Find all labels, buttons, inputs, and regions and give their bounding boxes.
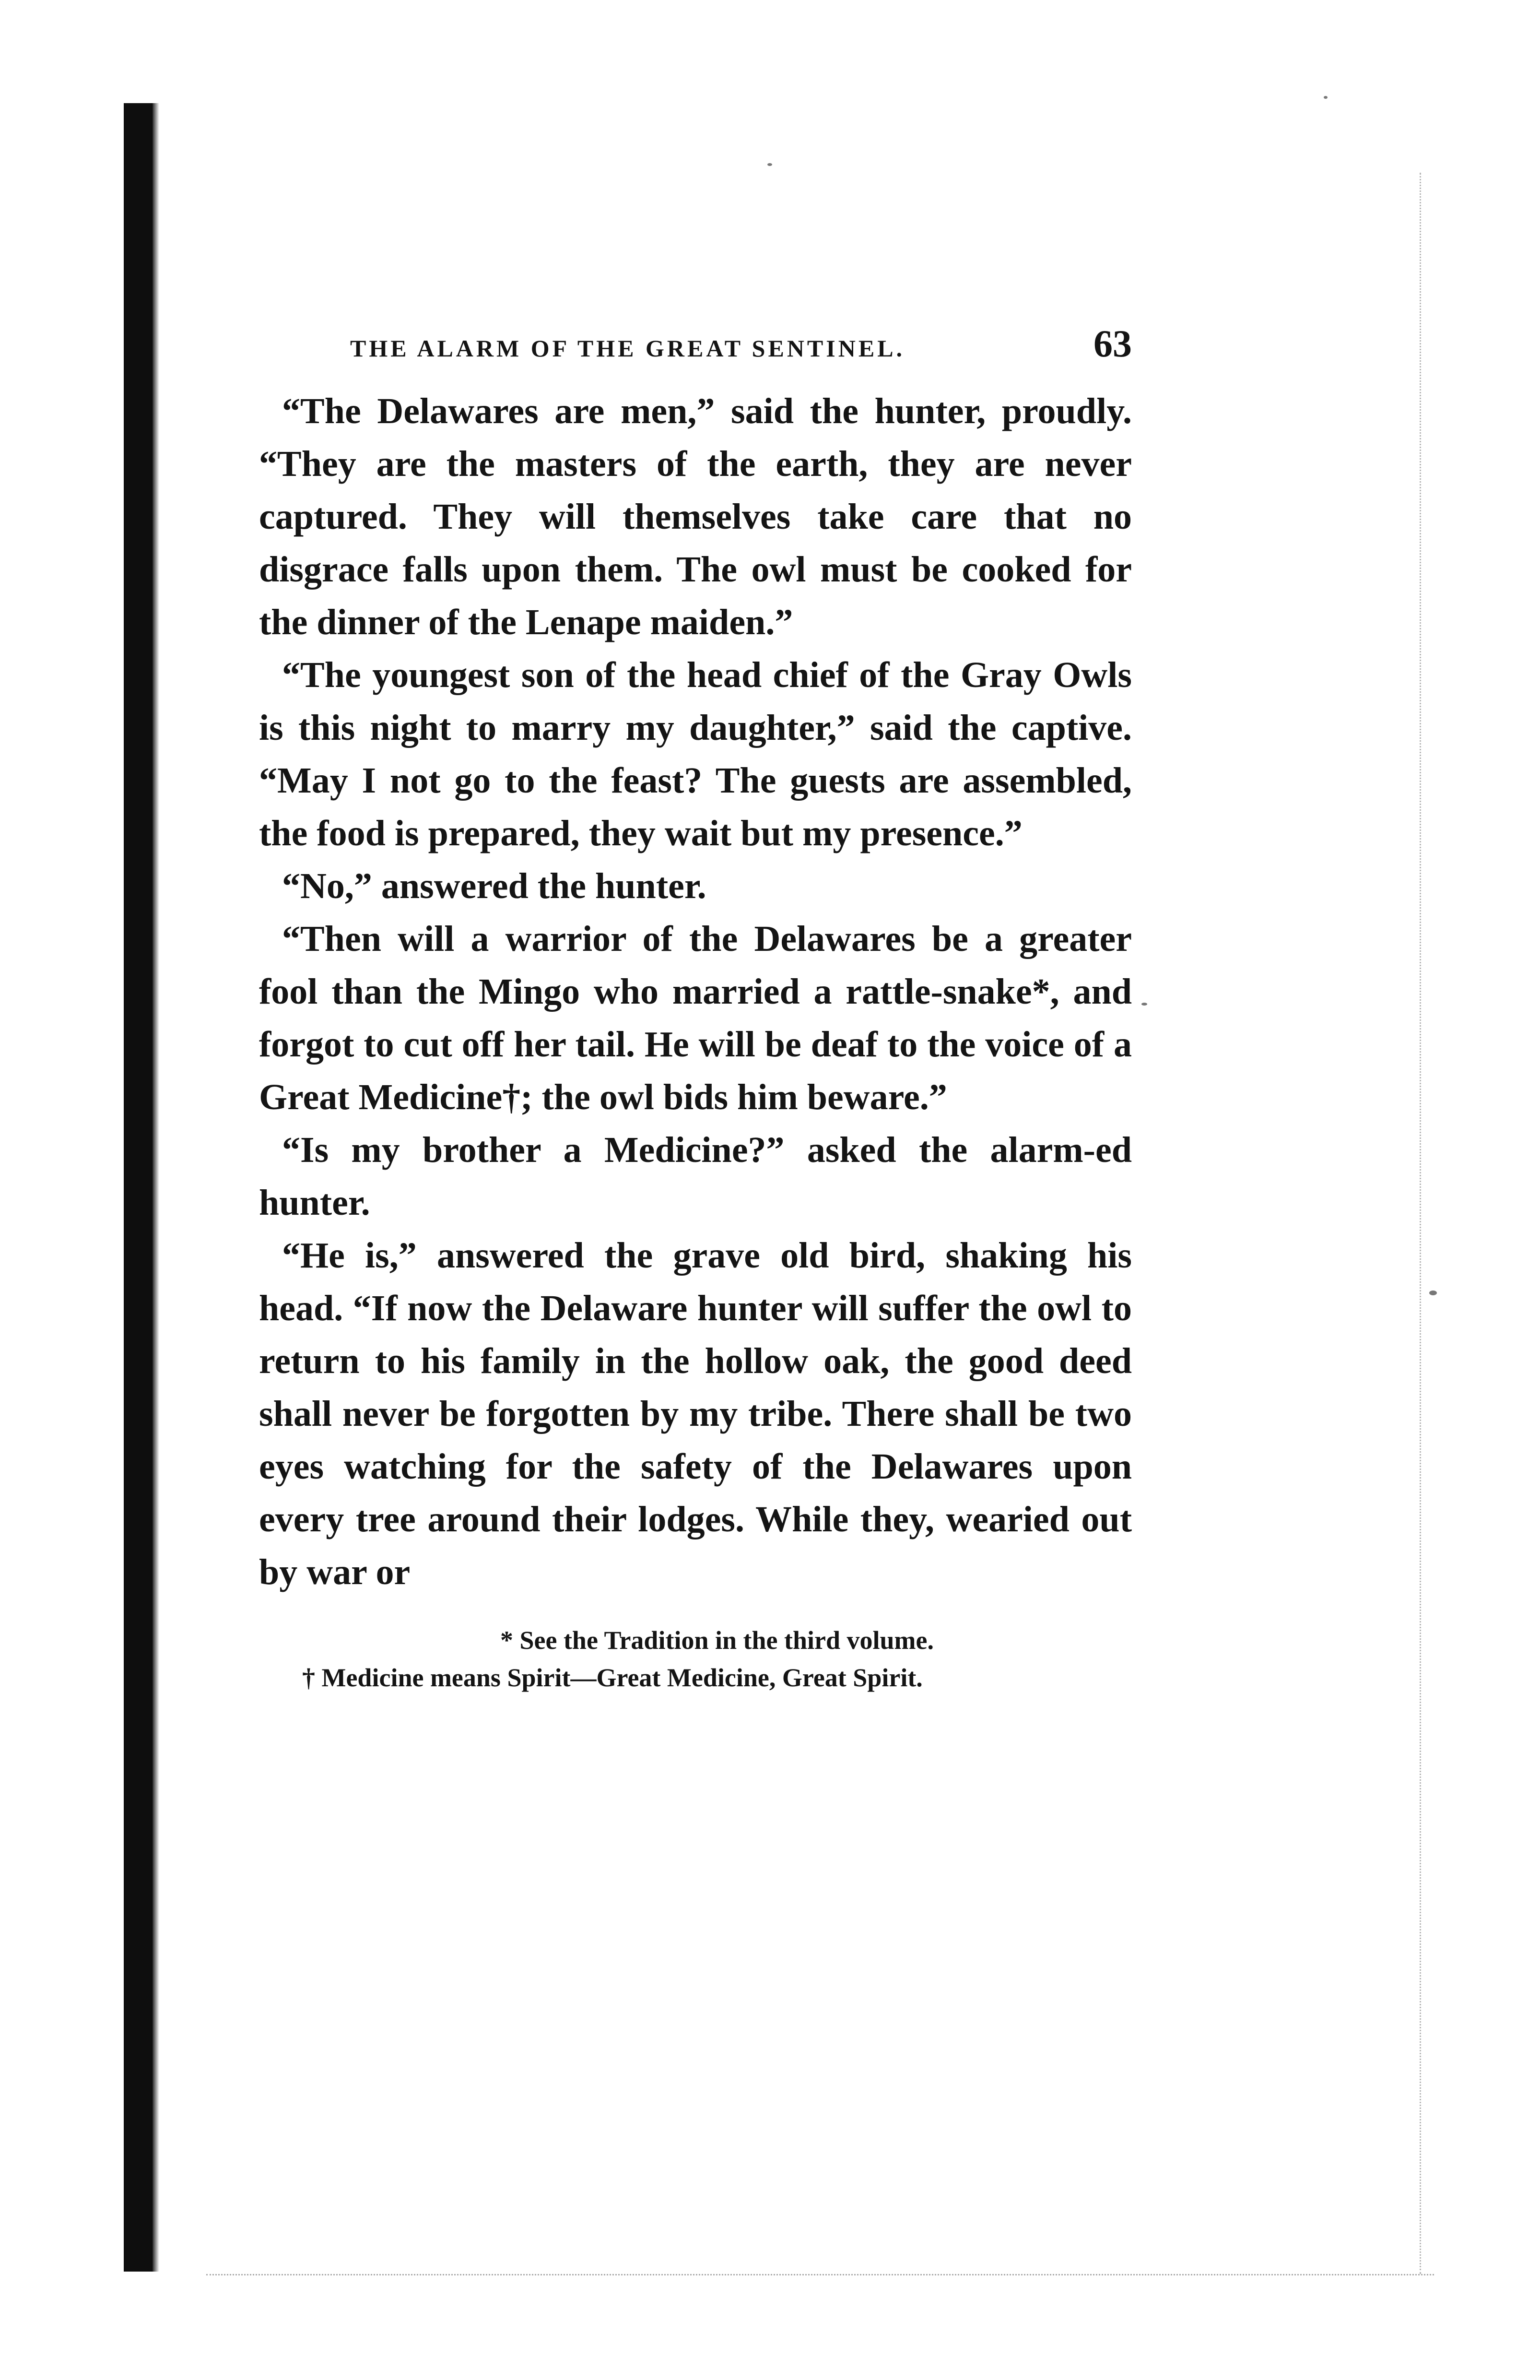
body-text (259, 385, 1132, 1599)
page-header (259, 322, 1132, 366)
footnotes (259, 1622, 1132, 1696)
paragraph: “Is my brother a Medicine?” asked the alarm-ed hunter. (259, 1130, 1132, 1223)
page-bottom-edge (206, 2274, 1434, 2275)
scan-speck (1324, 96, 1328, 99)
scan-speck (1429, 1291, 1437, 1295)
page-edge-marks (1420, 173, 1427, 2274)
book-page (259, 322, 1132, 1696)
page-number: 63 (1093, 323, 1132, 365)
footnote: † Medicine means Spirit—Great Medicine, Great Spirit. (302, 1663, 923, 1692)
paragraph: “Then will a warrior of the Delawares be a greater fool than the Mingo who married a rattle-snake*, and forgot to cut off her tail. He will be deaf to the voice of a Great Medicine†; the owl bids him beware.” (259, 919, 1132, 1117)
running-title: THE ALARM OF THE GREAT SENTINEL. (350, 335, 905, 362)
paragraph: “He is,” answered the grave old bird, shaking his head. “If now the Delaware hunter will suffer the owl to return to his family in the hollow oak, the good deed shall never be forgotten by my tribe. There shall be two eyes watching for the safety of the Delawares upon every tree around their lodges. While they, wearied out by war or (259, 1235, 1132, 1592)
paragraph: “The youngest son of the head chief of the Gray Owls is this night to marry my daughter,” said the captive. “May I not go to the feast? The guests are assembled, the food is prepared, they wait but my presence.” (259, 655, 1132, 853)
scan-speck (767, 163, 772, 166)
scan-speck (1141, 1003, 1147, 1006)
binding-gutter-shadow (124, 103, 153, 2272)
paragraph: “No,” answered the hunter. (282, 866, 706, 906)
footnote: * See the Tradition in the third volume. (500, 1626, 934, 1655)
paragraph: “The Delawares are men,” said the hunter, proudly. “They are the masters of the earth, they are never captured. They will themselves take care that no disgrace falls upon them. The owl must be cooked for the dinner of the Lenape maiden.” (259, 391, 1132, 642)
